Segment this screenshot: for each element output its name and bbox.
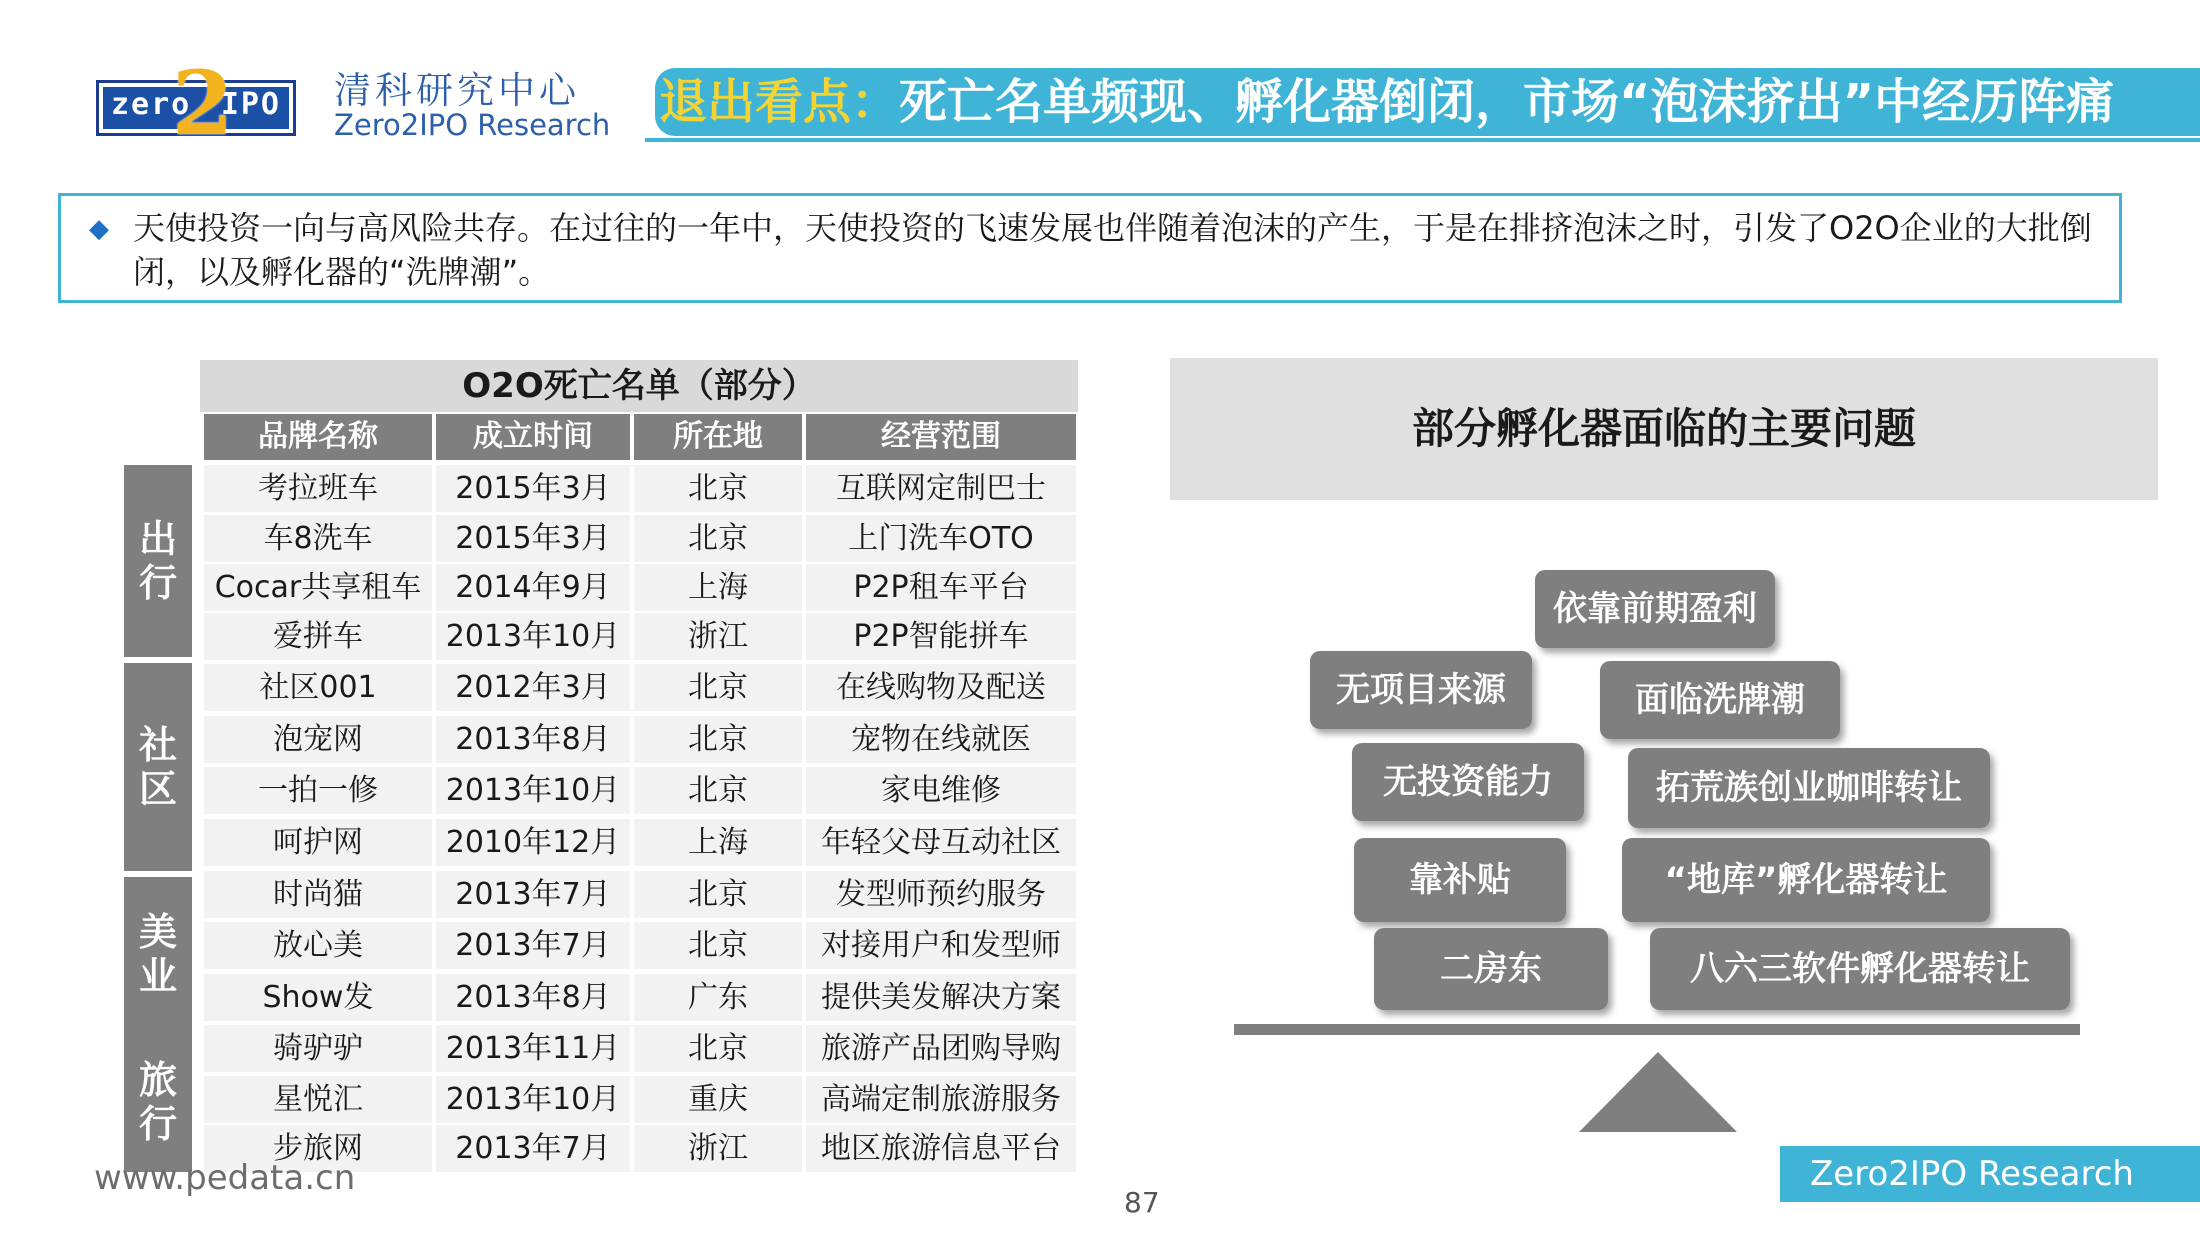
column-header-founded: 成立时间 (436, 414, 630, 460)
table-cell-location: 上海 (634, 819, 802, 866)
title-banner (645, 68, 2200, 136)
table-cell-founded: 2013年11月 (436, 1025, 630, 1072)
page-title (659, 72, 2114, 132)
problem-pill-no-investment: 无投资能力 (1352, 743, 1584, 821)
table-cell-business: 上门洗车OTO (806, 515, 1076, 562)
problem-pill-profit: 依靠前期盈利 (1535, 570, 1775, 648)
table-cell-location: 北京 (634, 465, 802, 512)
table-cell-business: 年轻父母互动社区 (806, 819, 1076, 866)
table-cell-business: 互联网定制巴士 (806, 465, 1076, 512)
table-cell-founded: 2012年3月 (436, 664, 630, 711)
table-cell-brand: 星悦汇 (204, 1076, 432, 1123)
table-cell-founded: 2014年9月 (436, 564, 630, 611)
watermark-url: www.pedata.cn (94, 1158, 356, 1198)
table-cell-location: 北京 (634, 767, 802, 814)
table-cell-founded: 2013年7月 (436, 871, 630, 918)
intro-box (58, 193, 2122, 303)
category-label-travel: 出行 (124, 465, 192, 657)
logo-digit: 2 (172, 51, 234, 155)
balance-pivot-triangle (1579, 1052, 1737, 1132)
incubator-problems-title: 部分孵化器面临的主要问题 (1170, 358, 2158, 500)
table-cell-brand: 一拍一修 (204, 767, 432, 814)
category-label-tourism: 旅行 (124, 1031, 192, 1172)
logo-left-text: zero (111, 87, 192, 122)
table-cell-location: 重庆 (634, 1076, 802, 1123)
table-cell-location: 上海 (634, 564, 802, 611)
balance-beam (1234, 1024, 2080, 1035)
table-cell-location: 北京 (634, 664, 802, 711)
table-cell-brand: Show发 (204, 974, 432, 1021)
table-cell-location: 北京 (634, 515, 802, 562)
table-cell-founded: 2013年10月 (436, 767, 630, 814)
table-cell-location: 北京 (634, 871, 802, 918)
diamond-bullet-icon: ◆ (89, 214, 109, 244)
page-title-highlight: 退出看点： (659, 74, 900, 130)
category-label-beauty: 美业 (124, 877, 192, 1031)
table-cell-brand: 骑驴驴 (204, 1025, 432, 1072)
table-cell-brand: 呵护网 (204, 819, 432, 866)
logo-right-text: IPO (220, 87, 281, 122)
problem-pill-no-source: 无项目来源 (1310, 651, 1532, 729)
table-cell-founded: 2010年12月 (436, 819, 630, 866)
table-cell-business: 在线购物及配送 (806, 664, 1076, 711)
table-cell-business: 发型师预约服务 (806, 871, 1076, 918)
table-cell-founded: 2015年3月 (436, 465, 630, 512)
problem-pill-basement-transfer: “地库”孵化器转让 (1622, 838, 1990, 922)
table-cell-founded: 2013年8月 (436, 974, 630, 1021)
table-cell-brand: 时尚猫 (204, 871, 432, 918)
table-cell-location: 北京 (634, 1025, 802, 1072)
table-cell-business: 提供美发解决方案 (806, 974, 1076, 1021)
table-cell-founded: 2013年7月 (436, 1125, 630, 1172)
table-cell-brand: Cocar共享租车 (204, 564, 432, 611)
table-cell-business: 家电维修 (806, 767, 1076, 814)
table-cell-business: 对接用户和发型师 (806, 922, 1076, 969)
table-cell-location: 广东 (634, 974, 802, 1021)
problem-pill-863-transfer: 八六三软件孵化器转让 (1650, 928, 2070, 1010)
page-number: 87 (1124, 1186, 1160, 1219)
table-cell-founded: 2013年8月 (436, 716, 630, 763)
column-header-business: 经营范围 (806, 414, 1076, 460)
table-cell-founded: 2013年10月 (436, 1076, 630, 1123)
table-cell-business: P2P智能拼车 (806, 613, 1076, 660)
footer-brand-badge: Zero2IPO Research (1780, 1146, 2200, 1202)
table-cell-brand: 考拉班车 (204, 465, 432, 512)
table-cell-business: 旅游产品团购导购 (806, 1025, 1076, 1072)
table-cell-founded: 2015年3月 (436, 515, 630, 562)
table-cell-founded: 2013年10月 (436, 613, 630, 660)
problem-pill-cafe-transfer: 拓荒族创业咖啡转让 (1628, 748, 1990, 828)
problem-pill-reshuffle: 面临洗牌潮 (1600, 661, 1840, 739)
table-cell-business: 地区旅游信息平台 (806, 1125, 1076, 1172)
table-cell-brand: 社区001 (204, 664, 432, 711)
table-cell-business: 高端定制旅游服务 (806, 1076, 1076, 1123)
table-cell-brand: 爱拼车 (204, 613, 432, 660)
problem-pill-subsidy: 靠补贴 (1354, 838, 1566, 922)
table-cell-location: 北京 (634, 716, 802, 763)
table-cell-brand: 放心美 (204, 922, 432, 969)
table-cell-brand: 泡宠网 (204, 716, 432, 763)
category-label-community: 社区 (124, 663, 192, 871)
problem-pill-sublandlord: 二房东 (1374, 928, 1608, 1010)
brand-name-en: Zero2IPO Research (334, 108, 611, 142)
page-title-text: 死亡名单频现、孵化器倒闭，市场“泡沫挤出”中经历阵痛 (899, 74, 2115, 130)
column-header-brand: 品牌名称 (204, 414, 432, 460)
table-title: O2O死亡名单（部分） (200, 360, 1078, 412)
table-cell-location: 浙江 (634, 613, 802, 660)
column-header-location: 所在地 (634, 414, 802, 460)
table-cell-location: 浙江 (634, 1125, 802, 1172)
brand-name-cn: 清科研究中心 (334, 69, 580, 112)
table-cell-founded: 2013年7月 (436, 922, 630, 969)
intro-text: 天使投资一向与高风险共存。在过往的一年中，天使投资的飞速发展也伴随着泡沫的产生，于是在排挤泡沫之时，引发了O2O企业的大批倒闭，以及孵化器的“洗牌潮”。 (133, 209, 2092, 291)
table-cell-location: 北京 (634, 922, 802, 969)
table-cell-brand: 车8洗车 (204, 515, 432, 562)
table-cell-business: 宠物在线就医 (806, 716, 1076, 763)
table-cell-brand: 步旅网 (204, 1125, 432, 1172)
table-cell-business: P2P租车平台 (806, 564, 1076, 611)
